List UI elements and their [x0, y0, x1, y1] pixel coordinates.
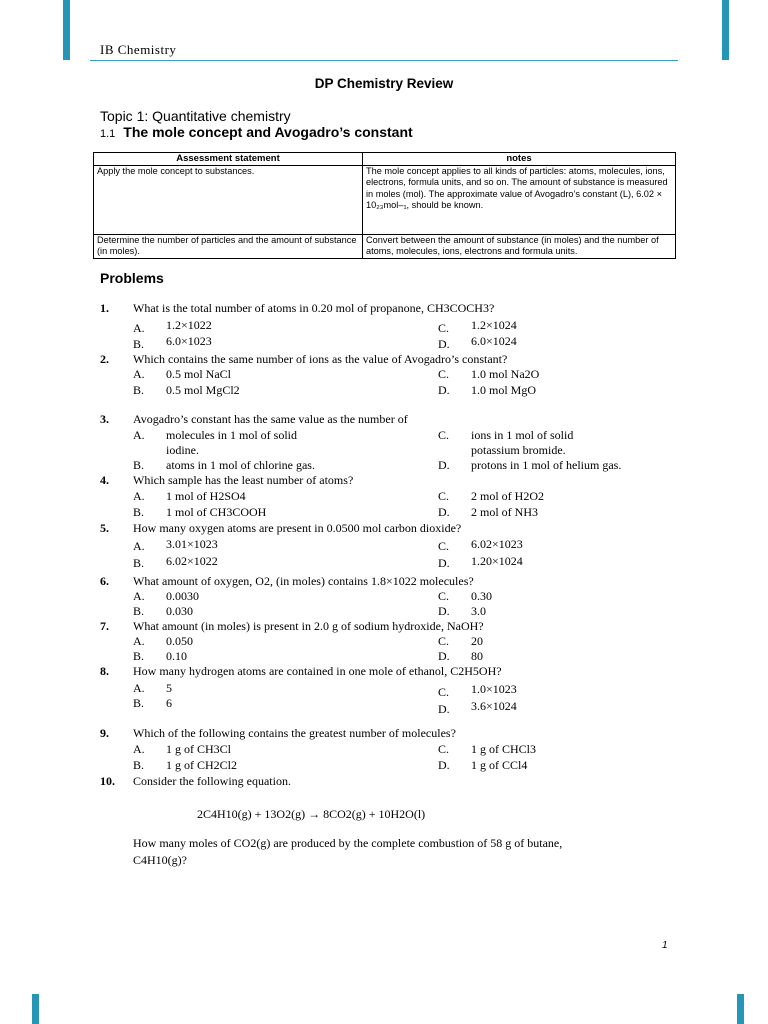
option-text: 0.030	[166, 604, 193, 618]
option-letter: A.	[133, 539, 145, 553]
option-letter: B.	[133, 758, 145, 772]
table-cell: Apply the mole concept to substances.	[94, 166, 363, 235]
option-letter: A.	[133, 489, 145, 503]
option-text: 6.0×1023	[166, 334, 212, 348]
option-letter: B.	[133, 505, 145, 519]
table-header-row	[94, 153, 676, 166]
option-letter: C.	[438, 742, 450, 756]
option-text: 1.20×1024	[471, 554, 523, 568]
topic-heading: Topic 1: Quantitative chemistry	[100, 108, 291, 124]
option-letter: D.	[438, 604, 450, 618]
section-number: 1.1	[100, 128, 116, 140]
option-letter: D.	[438, 702, 450, 716]
option-letter: C.	[438, 685, 450, 699]
option-letter: B.	[133, 649, 145, 663]
question-text: What is the total number of atoms in 0.20 mol of propanone, CH3COCH3?	[133, 301, 495, 315]
option-letter: C.	[438, 539, 450, 553]
table-header: notes	[363, 153, 676, 166]
option-text: 1.0 mol Na2O	[471, 367, 540, 381]
question-text: Which contains the same number of ions as the value of Avogadro’s constant?	[133, 352, 508, 366]
option-text: 2 mol of H2O2	[471, 489, 544, 503]
section-heading	[100, 124, 413, 140]
option-text: 0.5 mol NaCl	[166, 367, 231, 381]
question-text: How many oxygen atoms are present in 0.0500 mol carbon dioxide?	[133, 521, 462, 535]
option-text: 1 g of CCl4	[471, 758, 528, 772]
option-letter: A.	[133, 742, 145, 756]
question-number: 9.	[100, 726, 109, 740]
question-number: 10.	[100, 774, 115, 788]
question-number: 3.	[100, 412, 109, 426]
option-letter: B.	[133, 337, 145, 351]
option-letter: C.	[438, 367, 450, 381]
option-text: 0.0030	[166, 589, 199, 603]
document-title: DP Chemistry Review	[314, 76, 454, 91]
table-cell: The mole concept applies to all kinds of particles: atoms, molecules, ions, electrons, formula units, and so on. The amount of substance is measured in moles (mol). The approximate value of Avogadro’s constant (L), 6.02 × 10₂₃mol–₁, should be known.	[363, 166, 676, 235]
question-text: Consider the following equation.	[133, 774, 291, 788]
option-text: protons in 1 mol of helium gas.	[471, 458, 622, 472]
option-letter: A.	[133, 589, 145, 603]
bottom-left-accent-bar	[32, 994, 39, 1024]
option-text: 1.0 mol MgO	[471, 383, 537, 397]
option-text: 1 g of CH2Cl2	[166, 758, 238, 772]
option-letter: D.	[438, 505, 450, 519]
question-text: Avogadro’s constant has the same value as the number of	[133, 412, 408, 426]
question-number: 4.	[100, 473, 109, 487]
option-text: 3.0	[471, 604, 486, 618]
option-text: 1 g of CH3Cl	[166, 742, 232, 756]
assessment-table	[93, 152, 676, 259]
option-text: 3.6×1024	[471, 699, 517, 713]
option-letter: A.	[133, 681, 145, 695]
option-text: 6.02×1022	[166, 554, 218, 568]
bottom-right-accent-bar	[737, 994, 744, 1024]
option-letter: C.	[438, 589, 450, 603]
table-cell: Convert between the amount of substance (in moles) and the number of atoms, molecules, ions, electrons and formula units.	[363, 235, 676, 259]
option-letter: C.	[438, 634, 450, 648]
option-text: 0.050	[166, 634, 193, 648]
question-number: 2.	[100, 352, 109, 366]
header-title: IB Chemistry	[100, 42, 177, 57]
option-letter: C.	[438, 428, 450, 442]
table-header: Assessment statement	[94, 153, 363, 166]
header-rule	[90, 60, 678, 61]
option-text: 6.02×1023	[471, 537, 523, 551]
table-row	[94, 166, 676, 235]
option-letter: C.	[438, 321, 450, 335]
option-letter: A.	[133, 367, 145, 381]
option-text: 1 mol of H2SO4	[166, 489, 246, 503]
option-letter: C.	[438, 489, 450, 503]
top-right-accent-bar	[722, 0, 729, 60]
option-text: 1 g of CHCl3	[471, 742, 537, 756]
question-text: Which sample has the least number of atoms?	[133, 473, 354, 487]
option-letter: B.	[133, 458, 145, 472]
page-number: 1	[662, 940, 668, 951]
table-row	[94, 235, 676, 259]
option-letter: B.	[133, 556, 145, 570]
option-letter: D.	[438, 458, 450, 472]
section-title: The mole concept and Avogadro’s constant	[123, 124, 413, 140]
option-letter: A.	[133, 321, 145, 335]
option-letter: D.	[438, 649, 450, 663]
question-text: Which of the following contains the greatest number of molecules?	[133, 726, 456, 740]
chemical-equation: 2C4H10(g) + 13O2(g) → 8CO2(g) + 10H2O(l)	[197, 807, 426, 821]
question-text: What amount (in moles) is present in 2.0 g of sodium hydroxide, NaOH?	[133, 619, 484, 633]
option-text: 3.01×1023	[166, 537, 218, 551]
option-text: 0.30	[471, 589, 492, 603]
option-text: 1.0×1023	[471, 682, 517, 696]
option-letter: B.	[133, 383, 145, 397]
question-text: What amount of oxygen, O2, (in moles) contains 1.8×1022 molecules?	[133, 574, 474, 588]
option-text: 2 mol of NH3	[471, 505, 538, 519]
option-text: 5	[166, 681, 172, 695]
option-letter: D.	[438, 383, 450, 397]
question-number: 7.	[100, 619, 109, 633]
option-letter: B.	[133, 696, 145, 710]
option-letter: D.	[438, 337, 450, 351]
option-letter: A.	[133, 634, 145, 648]
option-text: 20	[471, 634, 483, 648]
problems-heading: Problems	[100, 270, 164, 286]
option-text: molecules in 1 mol of solid iodine.	[166, 428, 297, 457]
option-letter: D.	[438, 556, 450, 570]
top-left-accent-bar	[63, 0, 70, 60]
question-text: How many hydrogen atoms are contained in one mole of ethanol, C2H5OH?	[133, 664, 502, 678]
question-number: 8.	[100, 664, 109, 678]
question-followup: How many moles of CO2(g) are produced by the complete combustion of 58 g of butane, C4H10(g)?	[133, 836, 563, 867]
option-text: 0.5 mol MgCl2	[166, 383, 240, 397]
option-text: 1.2×1022	[166, 318, 212, 332]
option-text: 80	[471, 649, 483, 663]
option-letter: A.	[133, 428, 145, 442]
option-letter: B.	[133, 604, 145, 618]
question-number: 6.	[100, 574, 109, 588]
option-text: 0.10	[166, 649, 187, 663]
option-text: ions in 1 mol of solid potassium bromide.	[471, 428, 574, 457]
option-text: 1 mol of CH3COOH	[166, 505, 267, 519]
table-cell: Determine the number of particles and the amount of substance (in moles).	[94, 235, 363, 259]
question-number: 5.	[100, 521, 109, 535]
option-text: 6.0×1024	[471, 334, 517, 348]
option-text: 6	[166, 696, 172, 710]
option-text: 1.2×1024	[471, 318, 517, 332]
option-text: atoms in 1 mol of chlorine gas.	[166, 458, 315, 472]
question-number: 1.	[100, 301, 109, 315]
option-letter: D.	[438, 758, 450, 772]
